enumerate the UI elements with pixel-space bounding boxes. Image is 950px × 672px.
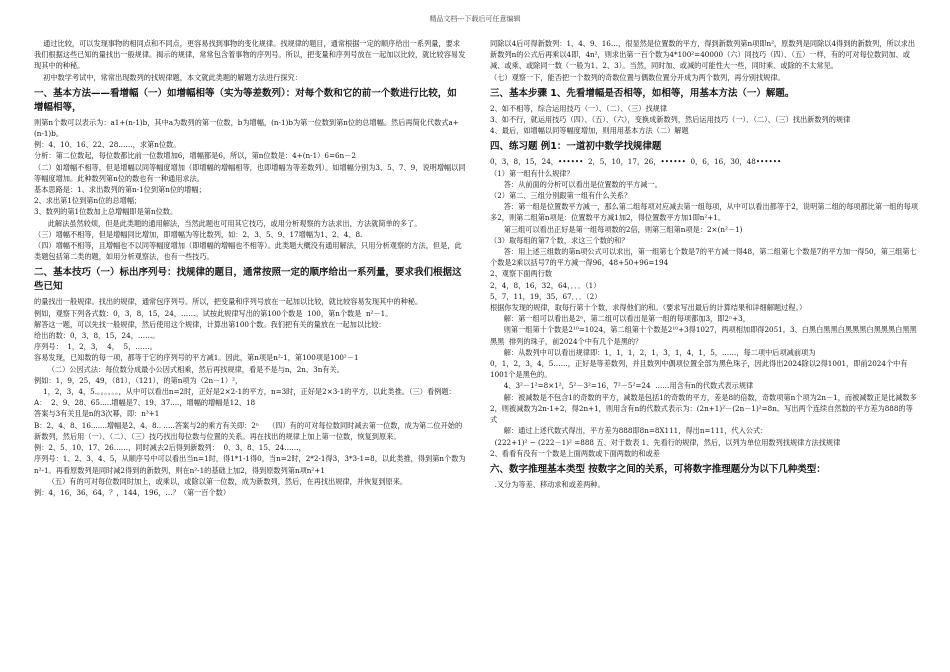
page-header: 精品文档---下载后可任意编辑 xyxy=(429,15,521,23)
paragraph: 分析：第二位数起，每位数都比前一位数增加6，增幅都是6，所以，第n位数是：4+(n-1）6=6n－2 xyxy=(34,151,356,161)
paragraph: 2、看看有没有一个数是上面两数或下面两数的和或差 xyxy=(490,448,660,458)
paragraph: 2、求出第1位到第n位的总增幅； xyxy=(34,196,142,206)
paragraph: 0，3，8，15，24，•••••• 2，5，10，17，26，•••••• 0，6，16，30，48•••••• xyxy=(490,157,782,167)
paragraph: 答：从前面的分析可以看出是位置数的平方减一。 xyxy=(490,179,662,189)
paragraph: 解：被减数是不包含1的奇数的平方，减数是包括1的奇数的平方，差是8的倍数，奇数项第n个项为2n－1，而被减数正是比减数多2，则被减数为2n-1+2，得2n+1，则用含有n的代数式表示为：(2n+1)²－(2n－1)²=8n。写出两个连续自然数的平方差为888的等式 xyxy=(490,392,917,425)
paragraph: 则第一组第十个数是2¹⁰=1024，第二组第十个数是2¹⁰+3得1027，两项相加即得2051。3、白黑白黑黑白黑黑黑白黑黑黑白黑黑黑黑 排列的珠子，前2024个中有几个是黑的？ xyxy=(490,325,917,346)
paragraph: 基本思路是：1、求出数列的第n-1位到第n位的增幅； xyxy=(34,185,206,195)
paragraph: 序列号： 1，2，3， 4， 5，……。 xyxy=(34,342,157,352)
paragraph: （二）公因式法：每位数分成最小公因式相乘，然后再找规律，看是不是与n，2n、3n有关。 xyxy=(34,364,344,374)
paragraph: (222+1)² − (222－1)² =888 五、对于数表 1、先看行的规律，然后，以列为单位用数列找规律方法找规律 xyxy=(490,437,841,447)
paragraph: （2）第二、三组分别跟第一组有什么关系？ xyxy=(490,191,632,201)
section-heading: 六、数字推理基本类型 按数字之间的关系，可将数字推理题分为以下几种类型： xyxy=(490,463,826,475)
paragraph: 例：2、5、10、17、26……，同时减去2后得到新数列： 0、3、8、15、24……， xyxy=(34,443,306,453)
paragraph: 例如，观察下列各式数：0，3，8，15，24，……。试按此规律写出的第100个数是 100，第n个数是 n²－1。 xyxy=(34,308,393,318)
paragraph: 初中数学考试中，常常出现数列的找规律题，本文就此类题的解题方法进行探究： xyxy=(34,72,302,82)
paragraph: 3、如不行，就运用技巧（四）、（五）、（六），变换成新数列，然后运用技巧（一）、（二）、（三）找出新数列的规律 xyxy=(490,115,851,125)
paragraph: 2，4，8，16，32，64，．．．（1） xyxy=(490,280,601,290)
paragraph: B：2、4、8、16.......增幅是2、4、8.. .....答案与2的乘方有关即：2ⁿ （四）有的可对每位数同时减去第一位数，成为第二位开始的新数列，然后用（一）、（二）、（三）技巧找出每位数与位置的关系。再在找出的规律上加上第一位数，恢复到原来。 xyxy=(34,420,463,441)
paragraph: 给出的数：0，3，8，15，24，……。 xyxy=(34,331,160,341)
paragraph: 答：用上述三组数的第n项公式可以求出，第一组第七个数是7的平方减一得48，第二组第七个数是7的平方加一得50，第三组第七个数是2乘以括号7的平方减一得96，48+50+96=194 xyxy=(490,247,917,268)
paragraph: 1，2，3，4，5.。。。。。。，从中可以看出n=2时，正好是2×2-1的平方，n=3时，正好是2×3-1的平方，以此类推。（三）看例题： xyxy=(34,387,456,397)
paragraph: （五）有的可对每位数同时加上，或乘以，或除以第一位数，成为新数列，然后，在再找出规律，并恢复到原来。 xyxy=(34,476,408,486)
paragraph: 4、3²－1²=8×1²，5²－3²=16，7²－5²=24 ……用含有n的代数式表示规律 xyxy=(490,381,754,391)
paragraph: 同除以4后可得新数列：1、4、9、16…，很显然是位置数的平方，得到新数列第n项即n²，原数列是同除以4得到的新数列，所以求出新数列n的公式后再乘以4即，4n²，则求出第一百个数为4*100²=40000（六）同技巧（四）、（五）一样，有的可对每位数同加、或减、或乘、或除同一数（一般为1、2、3）。当然，同时加、或减的可能性大一些，同时乘、或除的不太常见。 xyxy=(490,39,916,71)
paragraph: 例如：1，9，25，49，（81），（121），的第n项为（2n－1）²， xyxy=(34,375,243,385)
paragraph: 则第n个数可以表示为：a1+(n-1)b，其中a为数列的第一位数，b为增幅，(n-1)b为第一位数到第n位的总增幅。然后再简化代数式a+(n-1)b。 xyxy=(34,117,459,139)
paragraph: （3）取每组的第7个数，求这三个数的和？ xyxy=(490,235,629,245)
paragraph: 答：第一组是位置数平方减一，那么第二组每项对应减去第一组每项，从中可以看出都等于2，说明第二组的每项都比第一组的每项多2，则第二组第n项是：位置数平方减1加2，得位置数平方加1即n²+1。 xyxy=(490,202,918,223)
paragraph: （四）增幅不相等，且增幅也不以同等幅度增加（即增幅的增幅也不相等）。此类题大概没有通用解法，只用分析观察的方法，但是，此类题包括第二类的题，如用分析观察法，也有一些技巧。 xyxy=(34,241,462,262)
paragraph: 解：从数列中可以看出规律即：1，1，1，2，1，3，1，4，1，5，……，每二项中后项减前项为 xyxy=(490,347,816,357)
paragraph: 4、最后，如增幅以同等幅度增加，则用用基本方法（二）解题 xyxy=(490,126,689,136)
paragraph: 根据你发现的规律，取每行第十个数，求得他们的和。（要求写出最后的计算结果和详细解题过程。） xyxy=(490,303,807,313)
paragraph: 答案与3有关且是n的3次幂，即：n³+1 xyxy=(34,409,160,419)
right-column xyxy=(490,38,918,490)
paragraph: （1）第一组有什么规律？ xyxy=(490,168,574,178)
paragraph: （二）如增幅不相等，但是增幅以同等幅度增加（即增幅的增幅相等，也即增幅为等差数列）。如增幅分别为3、5、7、9，说明增幅以同等幅度增加。此种数列第n位的数也有一种通用求法。 xyxy=(34,162,466,183)
paragraph: 解答这一题，可以先找一般规律，然后使用这个规律，计算出第100个数。我们把有关的量放在一起加以比较： xyxy=(34,319,386,329)
paragraph: （三）增幅不相等，但是增幅同比增加，即增幅为等比数列，如：2、3、5、9、17增幅为1、2、4、8. xyxy=(34,229,363,239)
paragraph: 例：4，16，36，64，？，144，196，…？（第一百个数） xyxy=(34,487,231,497)
left-column xyxy=(34,38,466,498)
paragraph: 序列号：1、2、3、4、5，从顺序号中可以看出当n=1时，得1*1-1得0，当n=2时，2*2-1得3，3*3-1=8，以此类推，得到第n个数为n²-1。再看原数列是同时减2得到的新数列，则在n²-1的基础上加2，得到原数列第n项n²+1 xyxy=(34,454,466,475)
paragraph: （七）观察一下，能否把一个数列的奇数位置与偶数位置分开成为两个数列，再分别找规律。 xyxy=(490,72,785,82)
paragraph: 第三组可以看出正好是第一组每项数的2倍，则第三组第n项是：2×(n²－1) xyxy=(490,224,743,234)
paragraph: 解：通过上述代数式得出，平方差为888即8n=8X111，得出n=111，代入公式： xyxy=(490,426,768,436)
paragraph: 的量找出一般规律。找出的规律，通常包序列号。所以，把变量和序列号放在一起加以比较，就比较容易发现其中的种秘。 xyxy=(34,297,423,307)
paragraph: 通过比较，可以发现事物的相同点和不同点，更容易找到事物的变化规律。找规律的题目，通常根据一定的顺序给出一系列量，要求我们根据这些已知的量找出一般规律。揭示的规律，常常包含着事物的序列号。所以，把变量和序列号放在一起加以比较，就比较容易发现其中的种秘。 xyxy=(34,39,466,71)
paragraph: A： 2、9、28、65.....增幅是7、19、37....，增幅的增幅是12、18 xyxy=(34,398,256,408)
paragraph: 例：4、10、16、22、28……，求第n位数。 xyxy=(34,140,181,150)
paragraph: 解：第一组可以看出是2ⁿ，第二组可以看出是第一组的每项都加3，即2ⁿ+3， xyxy=(490,314,750,324)
paragraph: 5，7，11，19，35，67．．．（2） xyxy=(490,291,602,301)
paragraph: .又分为等差、移动求和或差两种。 xyxy=(490,479,605,489)
section-heading: 三、基本步骤 1、先看增幅是否相等，如相等，用基本方法（一）解题。 xyxy=(490,87,795,99)
section-heading: 一、基本方法——看增幅（一）如增幅相等（实为等差数列）：对每个数和它的前一个数进行比较，如增幅相等， xyxy=(34,87,457,113)
paragraph: 2、观察下面两行数 xyxy=(490,269,553,279)
paragraph: 此解法虽然较烦，但是此类题的通用解法，当然此题也可用其它技巧，或用分析观察的方法求出，方法就简单的多了。 xyxy=(34,218,422,228)
paragraph: 2、如不相等，综合运用技巧（一）、（二）、（三）找规律 xyxy=(490,103,668,113)
section-heading: 四、练习题 例1：一道初中数学找规律题 xyxy=(490,141,662,153)
paragraph: 3、数列的第1位数加上总增幅即是第n位数。 xyxy=(34,207,178,217)
paragraph: 容易发现，已知数的每一项，都等于它的序列号的平方减1。因此，第n项是n²-1，第100项是100²－1 xyxy=(34,353,359,363)
paragraph: 0，1，2，3，4，5……，正好是等差数列，并且数列中偶项位置全部为黑色珠子，因此得出2024除以2得1001，即前2024个中有1001个是黑色的。 xyxy=(490,359,908,380)
section-heading: 二、基本技巧（一）标出序列号：找规律的题目，通常按照一定的顺序给出一系列量，要求我们根据这些已知 xyxy=(34,267,462,293)
